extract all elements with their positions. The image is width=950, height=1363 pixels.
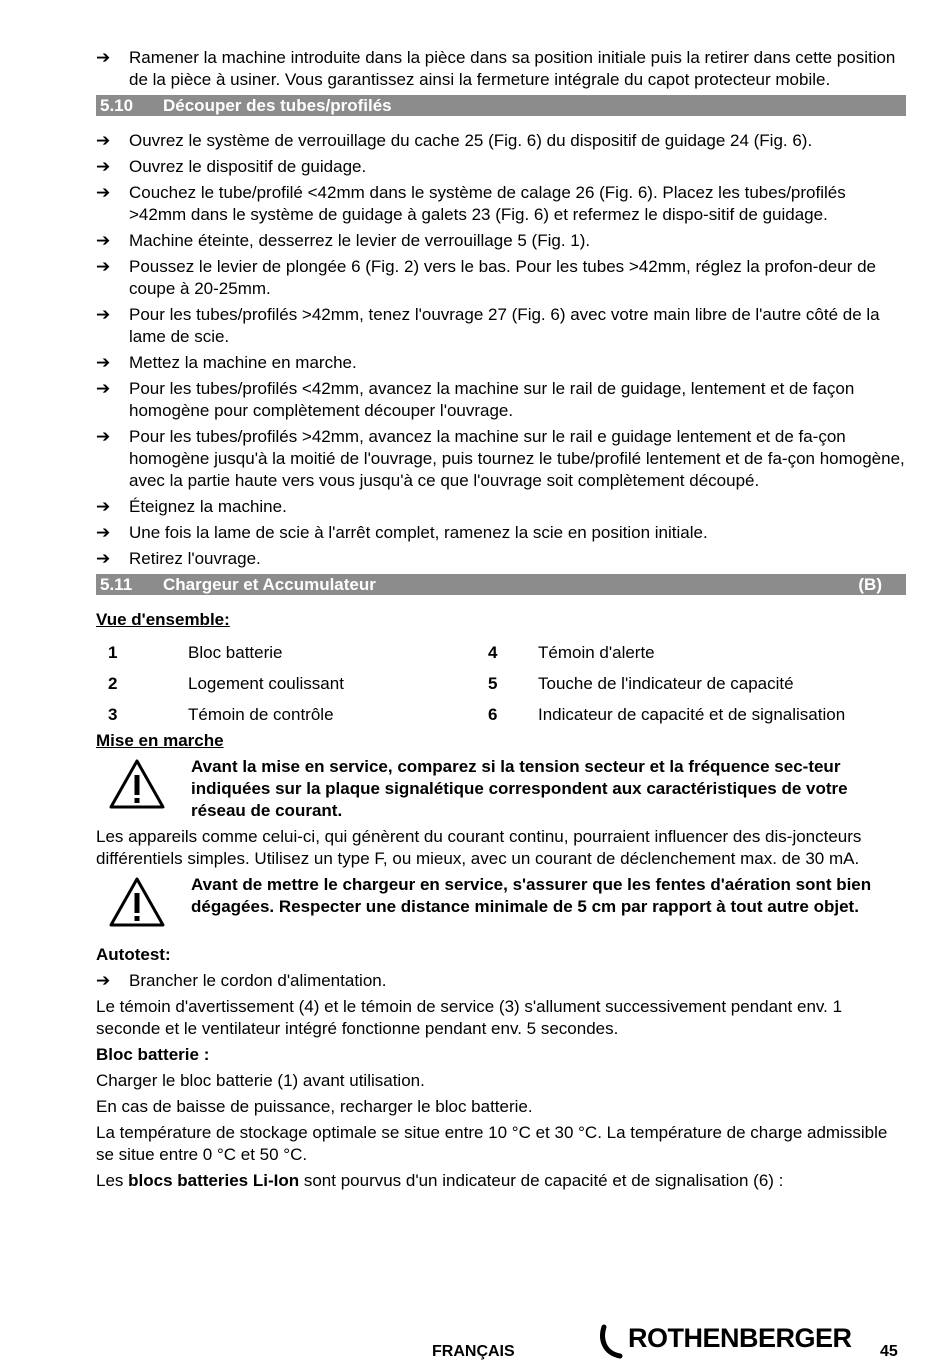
paragraph: [96, 1170, 906, 1192]
warning-text: Avant la mise en service, comparez si la tension secteur et la fréquence sec-teur indiquées sur la plaque signalétique correspondent aux caractéristiques de votre réseau de courant.: [191, 757, 848, 820]
overview-heading: Vue d'ensemble:: [96, 610, 230, 629]
footer-language: FRANÇAIS: [432, 1343, 515, 1360]
page-number: 45: [880, 1343, 898, 1360]
paragraph: Les appareils comme celui-ci, qui génèrent du courant continu, pourraient influencer des dis-joncteurs différentiels simples. Utilisez un type F, ou mieux, avec un courant de déclenchement max. de 30 mA.: [96, 827, 862, 868]
bullet-text: Ramener la machine introduite dans la pièce dans sa position initiale puis la retirer dans cette position de la pièce à usiner. Vous garantissez ainsi la fermeture intégrale du capot protecteur mobile.: [129, 48, 896, 89]
item-number: 3: [108, 704, 118, 724]
arrow-icon: ➔: [96, 497, 111, 516]
arrow-icon: ➔: [96, 305, 111, 324]
paragraph: En cas de baisse de puissance, recharger le bloc batterie.: [96, 1097, 533, 1116]
arrow-icon: ➔: [96, 231, 111, 250]
bullet-text: Couchez le tube/profilé <42mm dans le système de calage 26 (Fig. 6). Placez les tubes/profilés >42mm dans le système de guidage à galets 23 (Fig. 6) et refermez le dispo-sitif de guidage.: [129, 183, 846, 224]
startup-heading: Mise en marche: [96, 731, 224, 750]
bullet-text: Ouvrez le dispositif de guidage.: [129, 157, 367, 176]
item-number: 2: [108, 673, 118, 693]
arrow-icon: ➔: [96, 427, 111, 446]
autotest-heading: Autotest:: [96, 945, 171, 964]
arrow-icon: ➔: [96, 523, 111, 542]
autotest-bullet: [96, 970, 906, 992]
bullet-text: Poussez le levier de plongée 6 (Fig. 2) vers le bas. Pour les tubes >42mm, réglez la profon-deur de coupe à 20-25mm.: [129, 257, 876, 298]
item-label: Logement coulissant: [188, 673, 344, 693]
paragraph: La température de stockage optimale se situe entre 10 °C et 30 °C. La température de charge admissible se situe entre 0 °C et 50 °C.: [96, 1123, 888, 1164]
intro-bullet: [96, 47, 906, 91]
arrow-icon: ➔: [96, 183, 111, 202]
list-item: [96, 182, 906, 226]
section-tag: (B): [858, 575, 882, 594]
section-number: 5.11: [100, 575, 133, 594]
overview-table: [96, 637, 886, 730]
item-number: 6: [488, 704, 498, 724]
logo-text: ROTHENBERGER: [628, 1323, 852, 1353]
section-header-5-10: [96, 95, 906, 116]
warning-block: [96, 756, 906, 822]
list-item: [96, 352, 906, 374]
item-number: 5: [488, 673, 498, 693]
arrow-icon: ➔: [96, 257, 111, 276]
list-item: [96, 522, 906, 544]
section-title: Chargeur et Accumulateur: [163, 575, 376, 594]
bullet-text: Pour les tubes/profilés >42mm, avancez la machine sur le rail e guidage lentement et de fa-çon homogène jusqu'à la moitié de l'ouvrage, puis tournez le tube/profilé lentement et de fa-çon homogène, avec la partie haute vers vous jusqu'à ce que l'ouvrage soit complètement découpé.: [129, 427, 905, 490]
bullet-list-5-10: [96, 130, 906, 570]
item-label: Témoin de contrôle: [188, 704, 334, 724]
warning-triangle-icon: [108, 758, 166, 810]
list-item: [96, 256, 906, 300]
arrow-icon: ➔: [96, 549, 111, 568]
list-item: [96, 496, 906, 518]
section-header-5-11: [96, 574, 906, 595]
warning-block: [96, 874, 906, 940]
bold-span: blocs batteries Li-Ion: [128, 1171, 300, 1190]
bullet-text: Retirez l'ouvrage.: [129, 549, 261, 568]
text-span: sont pourvus d'un indicateur de capacité et de signalisation (6) :: [299, 1171, 784, 1190]
table-row: [96, 699, 886, 730]
battery-heading: Bloc batterie :: [96, 1045, 210, 1064]
item-label: Bloc batterie: [188, 642, 283, 662]
arrow-icon: ➔: [96, 48, 111, 67]
arrow-icon: ➔: [96, 379, 111, 398]
warning-triangle-icon: [108, 876, 166, 928]
item-label: Témoin d'alerte: [538, 642, 655, 662]
arrow-icon: ➔: [96, 157, 111, 176]
bullet-text: Ouvrez le système de verrouillage du cache 25 (Fig. 6) du dispositif de guidage 24 (Fig. 6).: [129, 131, 813, 150]
arrow-icon: ➔: [96, 971, 111, 990]
list-item: [96, 230, 906, 252]
paragraph: Charger le bloc batterie (1) avant utilisation.: [96, 1071, 425, 1090]
bullet-text: Éteignez la machine.: [129, 497, 287, 516]
list-item: [96, 426, 906, 492]
brand-logo: [598, 1323, 850, 1359]
arrow-icon: ➔: [96, 353, 111, 372]
text-span: Les: [96, 1171, 129, 1190]
bullet-text: Brancher le cordon d'alimentation.: [129, 971, 387, 990]
bullet-text: Pour les tubes/profilés <42mm, avancez la machine sur le rail de guidage, lentement et de façon homogène pour complètement découper l'ouvrage.: [129, 379, 855, 420]
list-item: [96, 130, 906, 152]
page-content: [96, 47, 906, 1196]
list-item: [96, 304, 906, 348]
bullet-text: Une fois la lame de scie à l'arrêt complet, ramenez la scie en position initiale.: [129, 523, 708, 542]
section-title: Découper des tubes/profilés: [163, 96, 392, 115]
paragraph: Le témoin d'avertissement (4) et le témoin de service (3) s'allument successivement pendant env. 1 seconde et le ventilateur intégré fonctionne pendant env. 5 secondes.: [96, 997, 843, 1038]
item-number: 1: [108, 642, 118, 662]
section-number: 5.10: [100, 96, 134, 115]
list-item: [96, 378, 906, 422]
bullet-text: Mettez la machine en marche.: [129, 353, 357, 372]
bullet-text: Pour les tubes/profilés >42mm, tenez l'ouvrage 27 (Fig. 6) avec votre main libre de l'autre côté de la lame de scie.: [129, 305, 880, 346]
warning-text: Avant de mettre le chargeur en service, s'assurer que les fentes d'aération sont bien dégagées. Respecter une distance minimale de 5 cm par rapport à tout autre objet.: [191, 875, 872, 916]
table-row: [96, 668, 886, 699]
list-item: [96, 156, 906, 178]
table-row: [96, 637, 886, 668]
bullet-text: Machine éteinte, desserrez le levier de verrouillage 5 (Fig. 1).: [129, 231, 591, 250]
item-label: Indicateur de capacité et de signalisation: [538, 704, 846, 724]
item-label: Touche de l'indicateur de capacité: [538, 673, 794, 693]
list-item: [96, 548, 906, 570]
item-number: 4: [488, 642, 498, 662]
arrow-icon: ➔: [96, 131, 111, 150]
